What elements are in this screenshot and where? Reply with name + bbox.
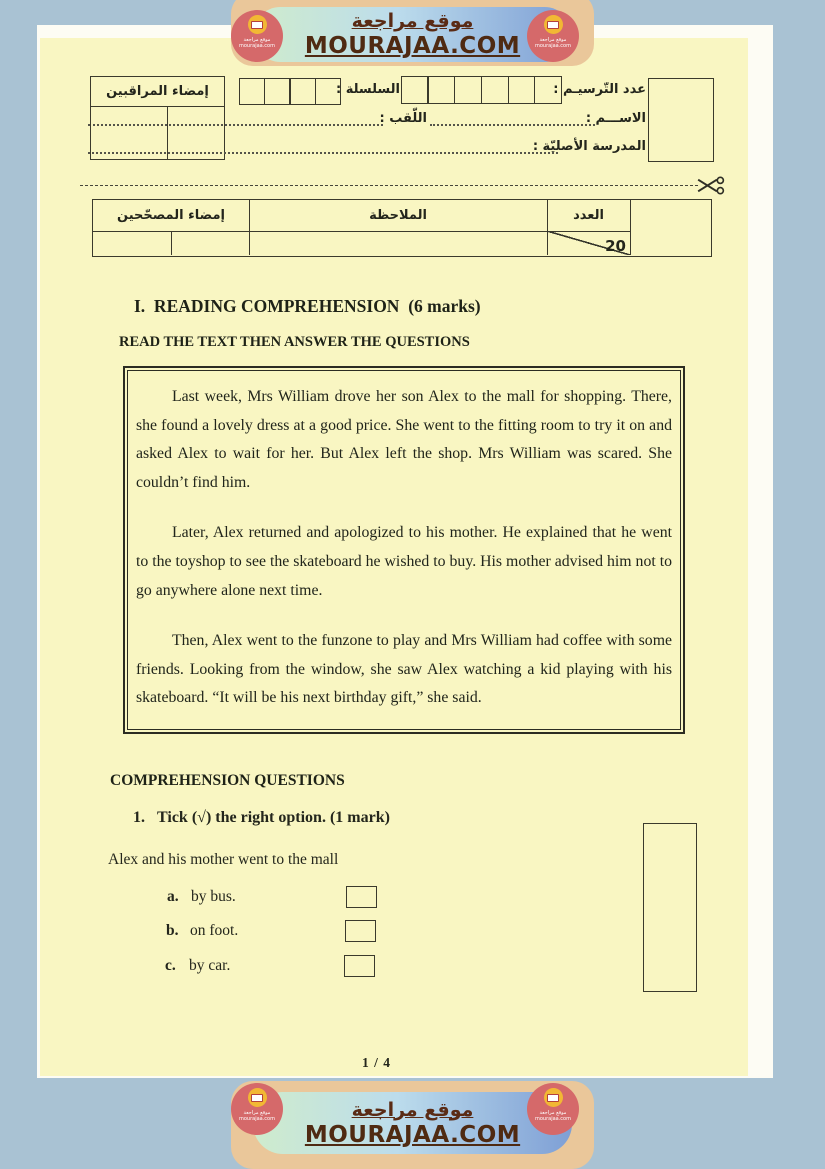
remark-header-cell bbox=[249, 200, 547, 231]
serial-digit-cell[interactable] bbox=[315, 78, 341, 105]
book-icon bbox=[544, 15, 563, 34]
question-1-number: 1. bbox=[133, 809, 145, 826]
option-row-b bbox=[166, 920, 376, 942]
name-label: الاســـم : bbox=[585, 111, 646, 126]
logo-caption: موقع مراجعة mourajaa.com bbox=[238, 37, 275, 49]
logo-caption: موقع مراجعة mourajaa.com bbox=[534, 37, 571, 49]
margin-score-box[interactable] bbox=[643, 823, 697, 992]
serial-code-cells bbox=[240, 78, 341, 105]
option-letter: b. bbox=[166, 922, 179, 939]
section-title: I. READING COMPREHENSION (6 marks) bbox=[134, 296, 481, 316]
top-right-site-logo bbox=[527, 10, 579, 62]
serial-digit-cell[interactable] bbox=[427, 76, 455, 104]
question-1-stem: Alex and his mother went to the mall bbox=[108, 851, 339, 868]
corrector-signature-cell[interactable] bbox=[93, 231, 171, 255]
question-1-text: Tick (√) the right option. (1 mark) bbox=[157, 809, 390, 826]
remark-header: الملاحظة bbox=[369, 208, 427, 223]
mark-header-cell bbox=[547, 200, 630, 231]
option-checkbox-b[interactable] bbox=[345, 920, 376, 942]
book-icon bbox=[248, 1088, 267, 1107]
cut-dashed-line bbox=[80, 185, 698, 186]
bottom-right-site-logo bbox=[527, 1083, 579, 1135]
total-mark-value: 20 bbox=[605, 237, 626, 255]
logo-caption: موقع مراجعة mourajaa.com bbox=[534, 1110, 571, 1122]
registration-number-label: عدد التّرسيـم : bbox=[553, 82, 646, 97]
top-left-site-logo bbox=[231, 10, 283, 62]
serial-digit-cell[interactable] bbox=[289, 78, 315, 105]
option-checkbox-a[interactable] bbox=[346, 886, 377, 908]
option-letter: c. bbox=[165, 957, 176, 974]
serial-digit-cell[interactable] bbox=[239, 78, 265, 105]
option-label: by bus. bbox=[191, 888, 236, 905]
empty-score-cell[interactable] bbox=[630, 200, 713, 255]
book-icon bbox=[248, 15, 267, 34]
bottom-banner-site-link[interactable]: MOURAJAA.COM bbox=[304, 1121, 521, 1148]
serial-digit-cell[interactable] bbox=[264, 78, 290, 105]
invigilators-box-header bbox=[91, 77, 224, 107]
option-letter: a. bbox=[167, 888, 179, 905]
correctors-header-cell bbox=[93, 200, 249, 231]
bottom-left-site-logo bbox=[231, 1083, 283, 1135]
option-label: on foot. bbox=[190, 922, 239, 939]
option-row-a bbox=[167, 886, 377, 908]
logo-caption: موقع مراجعة mourajaa.com bbox=[238, 1110, 275, 1122]
reading-paragraph-1: Last week, Mrs William drove her son Alex to the mall for shopping. There, she found a lovely dress at a good price. She went to the fitting room to try it on and asked Alex to wait for her. But Alex left the shop. Mrs William was scared. She couldn’t find him. bbox=[136, 388, 672, 491]
book-icon bbox=[544, 1088, 563, 1107]
registration-number-box[interactable] bbox=[648, 78, 714, 162]
scissors-icon bbox=[697, 176, 725, 200]
reading-paragraph-2: Later, Alex returned and apologized to his mother. He explained that he went to the toyshop to see the skateboard he wished to buy. His mother advised him not to go anywhere alone next time. bbox=[136, 524, 672, 599]
school-field-line[interactable] bbox=[88, 136, 558, 154]
name-field-line[interactable] bbox=[430, 108, 595, 126]
reading-text bbox=[127, 370, 681, 730]
top-banner-arabic-title: موقع مراجعة bbox=[351, 10, 474, 32]
section-subtitle: READ THE TEXT THEN ANSWER THE QUESTIONS bbox=[119, 334, 470, 350]
bottom-banner-arabic-title: موقع مراجعة bbox=[351, 1098, 474, 1121]
top-banner-site-link[interactable]: MOURAJAA.COM bbox=[304, 33, 521, 59]
serial-digit-cell[interactable] bbox=[508, 76, 536, 104]
reading-text-box bbox=[123, 366, 685, 734]
serial-digit-cell[interactable] bbox=[454, 76, 482, 104]
school-label: المدرسة الأصليّة : bbox=[532, 139, 646, 154]
invigilators-box-title: إمضاء المراقبين bbox=[106, 84, 209, 99]
serial-number-cells bbox=[402, 76, 562, 104]
page-number: 1 / 4 bbox=[362, 1055, 392, 1070]
surname-field-line[interactable] bbox=[88, 108, 383, 126]
question-1 bbox=[133, 809, 390, 827]
corrector-signature-cell[interactable] bbox=[171, 231, 249, 255]
serial-label: السلسلة : bbox=[335, 82, 400, 97]
option-checkbox-c[interactable] bbox=[344, 955, 375, 977]
serial-digit-cell[interactable] bbox=[481, 76, 509, 104]
questions-heading: COMPREHENSION QUESTIONS bbox=[110, 772, 345, 789]
marks-table bbox=[92, 199, 712, 257]
option-label: by car. bbox=[189, 957, 231, 974]
mark-cell[interactable] bbox=[547, 231, 630, 255]
reading-paragraph-3: Then, Alex went to the funzone to play and Mrs William had coffee with some friends. Looking from the window, she saw Alex watching a kid playing with his skateboard. “It will be his next birthday gift,” she said. bbox=[136, 632, 672, 707]
option-row-c bbox=[165, 955, 375, 977]
bottom-banner bbox=[253, 1092, 572, 1154]
mark-header: العدد bbox=[573, 208, 604, 223]
remark-cell[interactable] bbox=[249, 231, 547, 255]
serial-digit-cell[interactable] bbox=[401, 76, 429, 104]
surname-label: اللّقب : bbox=[379, 111, 427, 126]
correctors-header: إمضاء المصحّحين bbox=[117, 208, 225, 223]
top-banner bbox=[253, 7, 572, 62]
